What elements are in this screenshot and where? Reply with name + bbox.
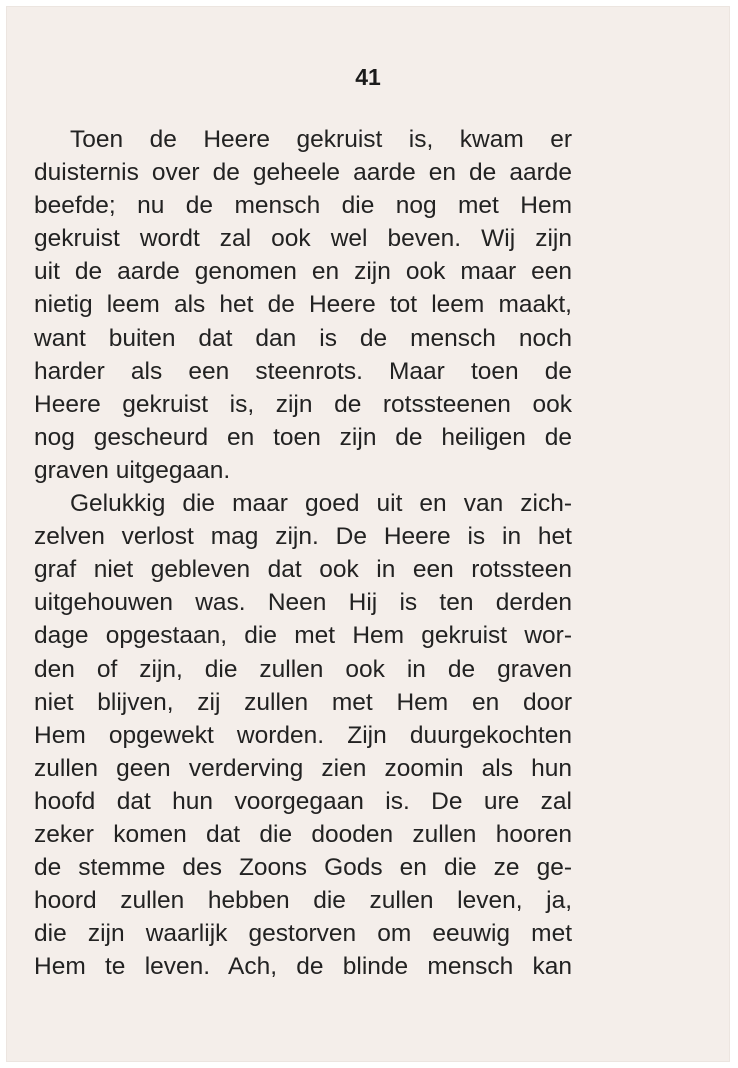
text-line: beefde; nu de mensch die nog met Hem bbox=[34, 192, 572, 220]
text-line: die zijn waarlijk gestorven om eeuwig met bbox=[34, 920, 572, 948]
text-line: uit de aarde genomen en zijn ook maar een bbox=[34, 258, 572, 286]
text-line: dage opgestaan, die met Hem gekruist wor- bbox=[34, 622, 572, 650]
text-line: zeker komen dat die dooden zullen hooren bbox=[34, 820, 572, 848]
text-line: den of zijn, die zullen ook in de graven bbox=[34, 655, 572, 683]
text-line: nog gescheurd en toen zijn de heiligen de bbox=[34, 423, 572, 451]
text-line: nietig leem als het de Heere tot leem maakt, bbox=[34, 291, 572, 319]
text-line: Hem te leven. Ach, de blinde mensch kan bbox=[34, 953, 572, 981]
text-line: Hem opgewekt worden. Zijn duurgekochten bbox=[34, 721, 572, 749]
text-line: uitgehouwen was. Neen Hij is ten derden bbox=[34, 589, 572, 617]
book-page bbox=[6, 6, 730, 1062]
text-line: graven uitgegaan. bbox=[34, 456, 231, 484]
text-line: gekruist wordt zal ook wel beven. Wij zijn bbox=[34, 225, 572, 253]
text-line: zullen geen verderving zien zoomin als hun bbox=[34, 754, 572, 782]
text-line: de stemme des Zoons Gods en die ze ge- bbox=[34, 854, 572, 882]
text-line: duisternis over de geheele aarde en de aarde bbox=[34, 159, 572, 187]
text-line: Heere gekruist is, zijn de rotssteenen ook bbox=[34, 390, 572, 418]
text-line: graf niet gebleven dat ook in een rotssteen bbox=[34, 556, 572, 584]
page-number: 41 bbox=[355, 64, 381, 90]
text-line: zelven verlost mag zijn. De Heere is in het bbox=[34, 523, 572, 551]
text-line: niet blijven, zij zullen met Hem en door bbox=[34, 688, 572, 716]
text-line: hoofd dat hun voorgegaan is. De ure zal bbox=[34, 787, 572, 815]
text-line: harder als een steenrots. Maar toen de bbox=[34, 357, 572, 385]
body-text bbox=[34, 123, 572, 983]
text-line: Gelukkig die maar goed uit en van zich- bbox=[70, 490, 572, 518]
text-line: Toen de Heere gekruist is, kwam er bbox=[70, 126, 572, 153]
text-line: hoord zullen hebben die zullen leven, ja, bbox=[34, 887, 572, 915]
text-line: want buiten dat dan is de mensch noch bbox=[34, 324, 572, 352]
